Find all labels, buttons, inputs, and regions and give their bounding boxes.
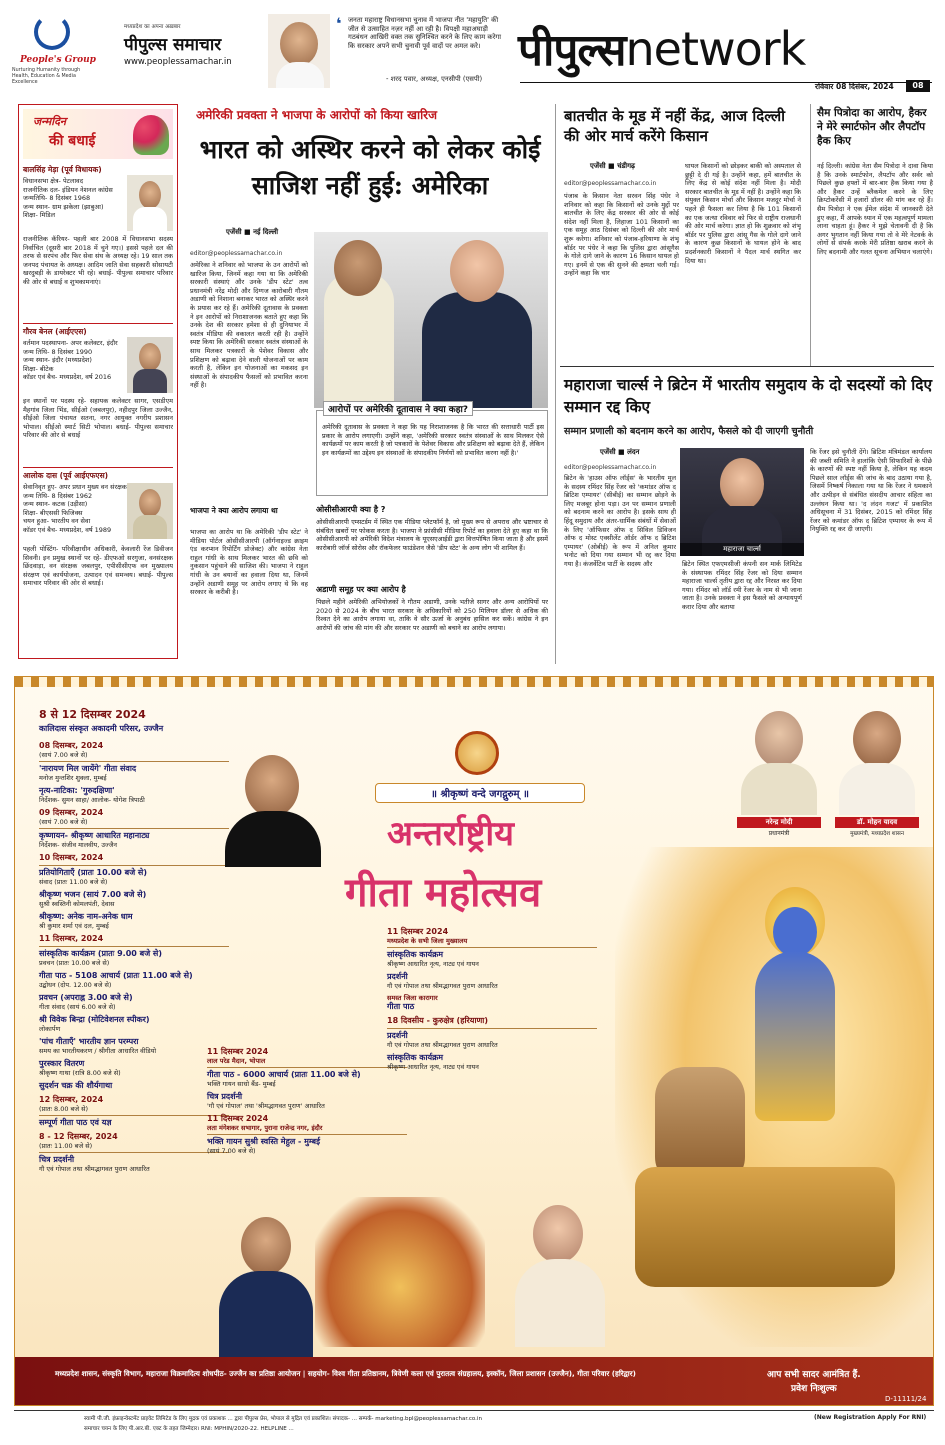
modi-portrait [737, 705, 821, 815]
person-3-bio: पहली पोस्टिंग- परिवीक्षाधीन अधिकारी, केवलारी रेंज डिवीजन सिवनी। इन प्रमुख स्थानों पर रहे- डीएफओ सरगुजा, वनसंरक्षक छिंदवाड़ा, वन संरक्षक जबलपुर, एपीसीसीएफ वन मुख्यालय संरक्षण एवं कार्ययोजना, उत्पादन एवं समन्वय। बधाई- पीपुल्स समाचार परिवार की ओर से बधाई। [23, 545, 173, 588]
pawar-quote: जनता महाराष्ट्र विधानसभा चुनाव में भाजपा नीत 'महायुति' की जीत से उत्साहित नज़र नहीं आ रही है। विपक्षी महाअघाड़ी गठबंधन आखिरी वक्त तक सुनिश्चित करने के लिए काम करेगा कि सरकार अपने सभी चुनावी पूर्व वादों पर अमल करे। [348, 16, 501, 50]
right-event [387, 1016, 597, 1049]
birthday-title-main: की बधाई [49, 133, 96, 149]
group-tagline: Nurturing Humanity through Health, Education & Media Excellence [12, 68, 81, 85]
right-event-venue: समस्त जिला कारागार [387, 994, 438, 1002]
leader-1-role: प्रधानमंत्री [768, 830, 790, 837]
pitroda-article [815, 104, 933, 366]
left-event [39, 1037, 229, 1055]
left-divider [39, 1115, 229, 1116]
ad-top-venue: कालिदास संस्कृत अकादमी परिसर, उज्जैन [39, 724, 164, 733]
person-1-name: बालसिंह मेड़ा (पूर्व विधायक) [23, 165, 102, 174]
left-event [39, 912, 229, 930]
right-event [387, 927, 597, 968]
ad-footer-bar [15, 1357, 934, 1406]
paper-small-tag: मध्यप्रदेश का अपना अख़बार [124, 24, 181, 30]
left-event [39, 808, 229, 849]
birthday-column [18, 104, 178, 659]
us-body: अमेरिका ने शनिवार को भाजपा के उन आरोपों को खारिज किया, जिनमें कहा गया था कि अमेरिकी सरकारी संस्थाएं और उनके 'डीप स्टेट' तत्व प्रधानमंत्री नरेंद्र मोदी और दिग्गज कारोबारी गौतम अडाणी को निशाना बनाकर भारत को अस्थिर करने के प्रयास कर रहे हैं। अमेरिकी दूतावास के प्रवक्ता ने इन आरोपों को निराशाजनक बताते हुए कहा कि उनके देश की सरकार हमेशा से ही दुनियाभर में स्वतंत्र मीडिया की वकालत करती रही है। उन्होंने स्पष्ट किया कि अमेरिकी सरकार स्वतंत्र संस्थाओं के साथ मिलकर पत्रकारों के पेशेवर विकास और प्रशिक्षण को बढ़ावा देने वाली योजनाओं पर काम करती है, लेकिन इन योजनाओं का मकसद इन संस्थाओं के संपादकीय फैसलों को प्रभावित करना नहीं है। [190, 261, 308, 390]
right-event [387, 1053, 597, 1071]
leader-1-name: नरेन्द्र मोदी [737, 817, 821, 828]
left-event [39, 853, 229, 886]
mid-event [207, 1092, 407, 1110]
pitroda-body: नई दिल्ली। कांग्रेस नेता सैम पित्रोदा ने दावा किया है कि उनके स्मार्टफोन, लैपटॉप और सर्वर को पिछले कुछ हफ्तों में बार-बार हैक किया गया है और हैकर उन्हें ब्लैकमेल करने के लिए क्रिप्टोकरेंसी में हजारों डॉलर की मांग कर रहे हैं। सैम पित्रोदा ने एक ईमेल संदेश में जानकारी देते हुए कहा, मैं आपके ध्यान में एक महत्वपूर्ण मामला लाना चाहता हूं। हैकर ने मुझे चेतावनी दी है कि अगर भुगतान नहीं किया गया तो वे मेरे नेटवर्क के लोगों से संपर्क करके मेरी प्रतिष्ठा खराब करने के लिए बदनामी और गलत सूचना अभियान चलाएंगे। [817, 162, 933, 256]
left-event [39, 786, 229, 804]
us-article [186, 104, 552, 664]
ad-code: D-11111/24 [885, 1395, 927, 1403]
right-event-title: सांस्कृतिक कार्यक्रम [387, 950, 444, 959]
leader-2-name: डॉ. मोहन यादव [835, 817, 919, 828]
imprint-line-2: समाचार चयन के लिए पी.आर.बी. एक्ट के तहत जिम्मेदार। RNI: MPHIN/2020-22. HELPLINE ... [84, 1426, 294, 1432]
left-event-sub: संवाद (प्रातः 11.00 बजे से) [39, 878, 108, 886]
adani-sub: अडाणी समूह पर क्या आरोप है [316, 585, 406, 594]
network-en: network [625, 22, 806, 76]
mid-event-sub: 'गौ एवं गोपाल' तथा 'श्रीमद्भागवत पुराण' आधारित [207, 1102, 325, 1110]
farmers-headline: बातचीत के मूड में नहीं केंद्र, आज दिल्ली की ओर मार्च करेंगे किसान [564, 107, 786, 145]
person-3-details: सेवानिवृत हुए- अपर प्रधान मुख्य वन संरक्षक जन्म तिथि- 8 दिसंबर 1962 जन्म स्थान- कटक (उड़ीसा) शिक्षा- बीएससी फिजिक्स चयन हुआ- भारतीय वन सेवा कॉडर एवं बैच- मध्यप्रदेश, वर्ष 1989 [23, 483, 127, 534]
left-event-sub: प्रवचन (प्रातः 10.00 बजे से) [39, 959, 110, 967]
charles-body: ब्रिटेन के 'हाउस ऑफ लॉर्ड्स' के भारतीय मूल के सदस्य रमिंदर सिंह रेंजर को 'कमांडर ऑफ द ब्रिटिश एम्पायर' (सीबीई) का सम्मान छोड़ने के लिए मजबूर होना पड़ा। उन पर सम्मान प्रणाली को बदनाम करने का आरोप है। इसके साथ ही हिंदू समुदाय और अंतर-धार्मिक संबंधों में सेवाओं के लिए 'ऑफिसर ऑफ द सिविल डिविजन ऑफ द मोस्ट एक्सीलेंट ऑर्डर ऑफ द ब्रिटिश एम्पायर' (ओबीई) के रूप में अनिल कुमार भनोट को दिया गया सम्मान भी रद्द कर दिया गया है। कंजर्वेटिव पार्टी के सदस्य और [564, 474, 676, 568]
mohan-yadav-portrait [835, 705, 919, 815]
ad-top-date: 8 से 12 दिसम्बर 2024 [39, 708, 146, 721]
right-divider [387, 1028, 597, 1029]
left-event-title: गीता पाठ - 5108 आचार्य (प्रातः 11.00 बजे से) [39, 971, 193, 980]
left-event-title: सांस्कृतिक कार्यक्रम (प्रातः 9.00 बजे से) [39, 949, 162, 958]
left-event-date: 08 दिसम्बर, 2024 [39, 741, 104, 750]
person-2-name: गौरव बेनल (आईएएस) [23, 327, 87, 336]
right-event [387, 972, 597, 990]
left-event [39, 1015, 229, 1033]
mid-event-venue: लता मंगेशकर सभागार, पुराना राजेन्द्र नगर, इंदौर [207, 1124, 323, 1132]
left-event-sub: श्रीकृष्ण गाथा (रात्रि 8.00 बजे से) [39, 1069, 121, 1077]
left-event-sub: निर्देशक- संजीव मालवीय, उज्जैन [39, 841, 118, 849]
left-event-title: नृत्य-नाटिका: 'गुरुदक्षिणा' [39, 786, 115, 795]
right-schedule [387, 927, 597, 1075]
charles-headline: महाराजा चार्ल्स ने ब्रिटेन में भारतीय समुदाय के दो सदस्यों को दिए सम्मान रद्द किए [564, 375, 933, 416]
birthday-banner [23, 109, 173, 159]
charles-body-2: ब्रिटेन स्थित एफएमसीजी कंपनी सन मार्क लिमिटेड के संस्थापक रमिंदर सिंह रेंजर को दिया सम्मान महाराजा चार्ल्स तृतीय द्वारा रद्द और निरस्त कर दिया गया। रमिंदर को लॉर्ड रमी रेंजर के नाम से भी जाना जाता है। उनके प्रवक्ता ने इस फैसले को अन्यायपूर्ण करार दिया और बताया [682, 560, 802, 611]
ad-footer-text: मध्यप्रदेश शासन, संस्कृति विभाग, महाराजा विक्रमादित्य शोधपीठ- उज्जैन का प्रतिष्ठा आयोजन | सहयोग- विश्व गीता प्रतिष्ठानम, त्रिवेणी कला एवं पुरातत्व संग्रहालय, इस्कॉन, जिला प्रशासन (उज्जैन), गीता परिवार (हरिद्वार) [55, 1369, 636, 1378]
mid-event-date: 11 दिसम्बर 2024 [207, 1047, 269, 1056]
left-event-time: (सायं 7.00 बजे से) [39, 751, 88, 759]
imprint-line-1: स्वामी पी.जी. इंफ्राइन्वेस्टमेंट प्राइवेट लिमिटेड के लिए मुद्रक एवं प्रकाशक ... द्वारा पीपुल्स प्रेस, भोपाल से मुद्रित एवं प्रकाशित। संपादक- ... सम्पर्क- marketing.bpl@peoplessamachar.co.in [84, 1416, 482, 1422]
mid-event-title: गीता पाठ - 6000 आचार्य (प्रातः 11.00 बजे से) [207, 1070, 361, 1079]
farmers-dateline: एजेंसी ■ चंडीगढ़ [590, 162, 635, 170]
page-number: 08 [906, 80, 930, 92]
left-event [39, 890, 229, 908]
right-event-sub: गौ एवं गोपाल तथा श्रीमद्भागवत पुराण आधारित [387, 982, 498, 990]
quote-author: - शरद पवार, अध्यक्ष, एनसीपी (एसपी) [386, 75, 483, 83]
us-body-2: भाजपा का आरोप था कि अमेरिकी 'डीप स्टेट' ने मीडिया पोर्टल ओसीसीआरपी (ऑर्गनाइज्ड क्राइम एंड करप्शन रिपोर्टिंग प्रोजेक्ट) और कांग्रेस नेता राहुल गांधी के साथ मिलकर भारत की छवि को नुकसान पहुंचाने की साजिश की। भाजपा ने राहुल गांधी के उन बयानों का हवाला दिया था, जिनमें उन्होंने अडाणी समूह पर आरोप लगाए थे कि वह सरकार के करीबी है। [190, 528, 308, 597]
right-event-title: गीता पाठ [387, 1002, 415, 1011]
left-event-title: पुरस्कार वितरण [39, 1059, 85, 1068]
adani-body: पिछले महीने अमेरिकी अभियोजकों ने गौतम अडाणी, उनके भतीजे सागर और अन्य आरोपियों पर 2020 से 2024 के बीच भारत सरकार के अधिकारियों को 250 मिलियन डॉलर से अधिक की रिश्वत देने का आरोप लगाया था, ताकि वे सौर ऊर्जा के अनुबंध हासिल कर सकें। कांग्रेस ने इन आरोपों की जांच की मांग की और सरकार पर अडाणी को बचाने का आरोप लगाया। [316, 598, 548, 632]
left-event-time: (प्रातः 11.00 बजे से) [39, 1142, 93, 1150]
left-event-date: 12 दिसम्बर, 2024 [39, 1095, 104, 1104]
left-event-sub: गौ एवं गोपाल तथा श्रीमद्भागवत पुराण आधारित [39, 1165, 150, 1173]
mid-event-sub: भक्ति गायन साधो बैंड- मुम्बई [207, 1080, 276, 1088]
mid-schedule [207, 1047, 407, 1159]
gita-mahotsav-ad [14, 676, 934, 1406]
mid-event-title: चित्र प्रदर्शनी [207, 1092, 243, 1101]
ad-title-2: गीता महोत्सव [345, 869, 542, 916]
mid-event [207, 1047, 407, 1088]
ad-invite: आप सभी सादर आमंत्रित हैं. [767, 1370, 861, 1380]
ad-entry-free: प्रवेश निःशुल्क [791, 1384, 837, 1394]
left-event-sub: उद्बोधन (दोप. 12.00 बजे से) [39, 981, 112, 989]
left-event [39, 971, 229, 989]
network-hindi: पीपुल्स [518, 25, 626, 76]
left-divider [39, 946, 229, 947]
mid-event-title: भक्ति गायन सुश्री स्वस्ति मेहुल - मुम्बई [207, 1137, 321, 1146]
right-event-sub: श्रीकृष्ण आधारित नृत्य, नाट्य एवं गायन [387, 960, 479, 968]
mid-event-sub: (सायं 7.00 बजे से) [207, 1147, 256, 1155]
us-sub-bjp: भाजपा ने क्या आरोप लगाया था [190, 506, 278, 515]
paper-name: पीपुल्स समाचार [124, 35, 222, 55]
mid-event-venue: लाल परेड मैदान, भोपाल [207, 1057, 266, 1065]
right-event-title: प्रदर्शनी [387, 972, 408, 981]
mp-government-emblem [455, 731, 499, 775]
embassy-box [316, 405, 548, 496]
left-event [39, 1132, 229, 1173]
right-event-date: 11 दिसम्बर 2024 [387, 927, 449, 936]
king-charles-photo [680, 448, 804, 556]
left-event-time: (प्रातः 8.00 बजे से) [39, 1105, 89, 1113]
us-dateline: एजेंसी ■ नई दिल्ली [226, 228, 279, 236]
right-event-date: 18 दिवसीय - कुरुक्षेत्र (हरियाणा) [387, 1016, 489, 1025]
vivek-bindra-photo [211, 1207, 321, 1357]
masthead [0, 0, 945, 100]
left-event-time: (सायं 7.00 बजे से) [39, 818, 88, 826]
left-event-sub: श्री कुमार शर्मा एवं दल, मुम्बई [39, 922, 109, 930]
dateline: रविवार 08 दिसंबर, 2024 [815, 82, 894, 91]
right-event-sub: गौ एवं गोपाल तथा श्रीमद्भागवत पुराण आधारित [387, 1041, 498, 1049]
left-event-sub: निर्देशक- सुमन साहा/ आलोक- योगेश त्रिपाठी [39, 796, 145, 804]
charles-article [560, 370, 934, 664]
left-event-sub: समय का भारतीयकरण / श्रीगीता आधारित वीडियो [39, 1047, 157, 1055]
charles-email[interactable]: editor@peoplessamachar.co.in [564, 464, 657, 471]
dancers-photo [315, 1197, 485, 1347]
left-event [39, 741, 229, 782]
left-event [39, 1059, 229, 1077]
left-event-title: सुदर्शन चक्र की शौर्यगाथा [39, 1081, 113, 1090]
embassy-box-title: आरोपों पर अमेरिकी दूतावास ने क्या कहा? [323, 401, 473, 416]
left-event-sub: सुश्री स्वस्तिनी कोमलपंती, देवास [39, 900, 115, 908]
left-event-title: प्रतियोगिताएँ (प्रातः 10.00 बजे से) [39, 868, 147, 877]
left-event-sub: गीता संवाद (सायं 6.00 बजे से) [39, 1003, 116, 1011]
imprint-registration: (New Registration Apply For RNI) [814, 1414, 927, 1421]
left-event [39, 993, 229, 1011]
occrp-body: ओसीसीआरपी एम्सटर्डम में स्थित एक मीडिया प्लेटफॉर्म है, जो मुख्य रूप से अपराध और भ्रष्टाचार से संबंधित खबरों पर फोकस करता है। भाजपा ने फ्रांसीसी मीडिया रिपोर्ट का हवाला देते हुए कहा था कि ओसीसीआरपी को अमेरिकी विदेश मंत्रालय के यूएसएआईडी द्वारा वित्तपोषित किया जाता है और इसमें कारोबारी जॉर्ज सोरोस और रॉकफेलर फाउंडेशन जैसे 'डीप स्टेट' के अन्य लोग भी शामिल हैं। [316, 518, 548, 552]
left-event-title: कृष्णायन- श्रीकृष्ण आधारित महानाट्य [39, 831, 150, 840]
king-charles-caption: महाराजा चार्ल्स [680, 543, 804, 556]
quote-mark-icon: ❛ [336, 14, 342, 33]
left-event-title: श्रीकृष्ण: अनेक नाम-अनेक धाम [39, 912, 133, 921]
us-kicker: अमेरिकी प्रवक्ता ने भाजपा के आरोपों को किया खारिज [196, 108, 437, 122]
singer-photo [505, 1197, 615, 1347]
left-divider [39, 1152, 229, 1153]
left-event [39, 1081, 229, 1091]
right-divider [387, 947, 597, 948]
left-schedule [39, 741, 229, 1177]
person-1-bio: राजनीतिक कॅरियर- पहली बार 2008 में विधानसभा सदस्य निर्वाचित (दूसरी बार 2018 में चुने गए।) इससे पहले दल की तरफ से सरपंच और फिर सेवा संघ के अध्यक्ष रहे। 19 साल तक जनपद पंचायत के अध्यक्ष। आदिम जाति सेवा सहकारी सोसायटी खरदुबड़ी के डायरेक्टर भी रहे। बधाई- पीपुल्स समाचार परिवार की ओर से बधाई व शुभकामनाएं। [23, 235, 173, 286]
left-divider [39, 865, 229, 866]
embassy-box-body: अमेरिकी दूतावास के प्रवक्ता ने कहा कि यह निराशाजनक है कि भारत की सत्ताधारी पार्टी इस प्रकार के आरोप लगाएगी। उन्होंने कहा, 'अमेरिकी सरकार स्वतंत्र संस्थाओं के साथ मिलकर ऐसे कार्यक्रमों पर काम करती है जो पत्रकारों के पेशेवर विकास और प्रशिक्षण को बढ़ावा देते हैं, लेकिन इन कार्यक्रमों का उद्देश्य इन संस्थाओं के संपादकीय निर्णयों को प्रभावित करना नहीं है।' [322, 423, 544, 457]
pitroda-headline: सैम पित्रोदा का आरोप, हैकर ने मेरे स्मार्टफोन और लैपटॉप हैक किए [817, 107, 927, 147]
website[interactable]: www.peoplessamachar.in [124, 57, 232, 67]
mid-event [207, 1114, 407, 1155]
network-title [518, 18, 805, 78]
left-event-sub: मनोज मुन्तशिर शुक्ला, मुम्बई [39, 774, 107, 782]
birthday-title-top: जन्मदिन [33, 115, 67, 128]
left-divider [39, 828, 229, 829]
mid-divider [207, 1134, 407, 1135]
occrp-sub: ओसीसीआरपी क्या है ? [316, 505, 386, 514]
person-1-photo [127, 175, 173, 231]
person-3-name: आलोक दास (पूर्व आईएफएस) [23, 471, 109, 480]
peoples-group-logo [34, 14, 70, 50]
us-email[interactable]: editor@peoplessamachar.co.in [190, 250, 283, 257]
modi-biden-photo [314, 232, 548, 408]
left-event-title: प्रवचन (अपराह्न 3.00 बजे से) [39, 993, 133, 1002]
person-3-photo [127, 483, 173, 539]
person-2-details: वर्तमान पदस्थापना- अपर कलेक्टर, इंदौर जन्म तिथि- 8 दिसंबर 1990 जन्म स्थान- इंदौर (मध्यप्रदेश) शिक्षा- बीटेक कॉडर एवं बैच- मध्यप्रदेश, वर्ष 2016 [23, 339, 118, 382]
left-event-date: 11 दिसम्बर, 2024 [39, 934, 104, 943]
ad-title-1: अन्तर्राष्ट्रीय [387, 814, 514, 854]
right-event-sub: श्रीकृष्ण आधारित नृत्य, नाट्य एवं गायन [387, 1063, 479, 1071]
person-1-details: विधानसभा क्षेत्र- पेटलावद राजनीतिक दल- इंडियन नेशनल कांग्रेस जन्मतिथि- 8 दिसंबर 1968 जन्म स्थान- ग्राम झकेला (झाबुआ) शिक्षा- मिडिल [23, 177, 113, 220]
left-event-title: श्री विवेक बिन्द्रा (मोटिवेशनल स्पीकर) [39, 1015, 150, 1024]
left-event [39, 934, 229, 967]
left-event-date: 10 दिसम्बर, 2024 [39, 853, 104, 862]
person-2-photo [127, 337, 173, 393]
left-event-title: श्रीकृष्ण भजन (सायं 7.00 बजे से) [39, 890, 147, 899]
mid-divider [207, 1067, 407, 1068]
left-event-title: सम्पूर्ण गीता पाठ एवं यज्ञ [39, 1118, 112, 1127]
left-event [39, 1095, 229, 1128]
left-event-date: 09 दिसम्बर, 2024 [39, 808, 104, 817]
charles-body-3: कि रेंजर इसे चुनौती देंगे। ब्रिटिश मंत्रिमंडल कार्यालय की जब्ती समिति ने हालांकि ऐसी सिफारिशों के पीछे के कारणों की स्पष्ट नहीं किया है, लेकिन यह कदम पिछले साल लॉर्ड्स की जांच के बाद उठाया गया है, जिसमें निष्कर्ष निकाला गया था कि रेंजर ने धमकाने और उत्पीड़न से संबंधित संसदीय आचार संहिता का उल्लंघन किया था। 'द लंदन गजट' में प्रकाशित अधिसूचना में 31 दिसंबर, 2015 को रमिंदर सिंह रेंजर को कमांडर ऑफ द ब्रिटिश एम्पायर के रूप में नियुक्ति रद्द कर दी जाएगी। [810, 448, 932, 534]
right-event [387, 994, 597, 1012]
person-2-bio: इन स्थानों पर पदस्थ रहे- सहायक कलेक्टर सागर, एसडीएम मैहगांव जिला भिंड, सीईओ (जबलपुर), नहीदपुर जिला उज्जैन, सीईओ जिला पंचायत सतना, नगर आयुक्त नगरीय प्रशासन भोपाल। सीईओ स्मार्ट सिटी भोपाल। बधाई- पीपुल्स समाचार परिवार की ओर से बधाई [23, 397, 173, 440]
farmers-email[interactable]: editor@peoplessamachar.co.in [564, 180, 657, 187]
right-event-title: प्रदर्शनी [387, 1031, 408, 1040]
farmers-article [560, 104, 805, 364]
peoples-group-name: People's Group [20, 55, 96, 65]
left-event-title: 'पांच गीताएँ' भारतीय ज्ञान परम्परा [39, 1037, 139, 1046]
farmers-body: पंजाब के किसान नेता सरवन सिंह पंधेर ने शनिवार को कहा कि किसानों को उनके मुद्दों पर बातचीत के लिए केंद्र सरकार की ओर से कोई संदेश नहीं मिला है, लिहाजा 101 किसानों का एक समूह आठ दिसंबर को दिल्ली की ओर मार्च शुरू करेगा। शनिवार को पंजाब-हरियाणा के शंभू बॉर्डर पर पंधेर ने कहा कि पुलिस द्वारा आंसूगैस के गोले दागे जाने के कारण 16 किसान घायल हो गए। इनमें से एक की सुनने की क्षमता चली गई। उन्होंने कहा कि चार [564, 192, 679, 278]
sharad-pawar-photo [268, 14, 330, 88]
mid-event-date: 11 दिसम्बर 2024 [207, 1114, 269, 1123]
manoj-muntashir-photo [215, 747, 335, 867]
left-event-date: 8 - 12 दिसम्बर, 2024 [39, 1132, 118, 1141]
us-headline: भारत को अस्थिर करने को लेकर कोई साजिश नहीं हुई: अमेरिका [199, 135, 541, 200]
flower-bouquet-icon [133, 115, 169, 155]
leader-2-role: मुख्यमंत्री, मध्यप्रदेश शासन [850, 831, 904, 837]
left-event-title: चित्र प्रदर्शनी [39, 1155, 75, 1164]
ad-invocation: ॥ श्रीकृष्णं वन्दे जगद्गुरुम् ॥ [375, 783, 585, 803]
charles-dateline: एजेंसी ■ लंदन [600, 448, 640, 456]
imprint [14, 1410, 934, 1438]
left-event-sub: लोकार्पण [39, 1025, 61, 1033]
left-divider [39, 761, 229, 762]
krishna-arjuna-illustration [615, 847, 934, 1347]
right-event-venue: मध्यप्रदेश के सभी जिला मुख्यालय [387, 937, 468, 945]
charles-kicker: सम्मान प्रणाली को बदनाम करने का आरोप, फैसले को दी जाएगी चुनौती [564, 426, 814, 437]
farmers-body-2: घायल किसानों को छोड़कर बाकी को अस्पताल से छुट्टी दे दी गई है। उन्होंने कहा, हमें बातचीत के लिए केंद्र से कोई संदेश नहीं मिला है। मोदी सरकार बातचीत के मूड में नहीं है। उन्होंने कहा कि संयुक्त किसान मोर्चा और किसान मजदूर मोर्चा ने पहले ही फैसला कर लिया है कि 101 किसानों का एक जत्था रविवार को फिर से राष्ट्रीय राजधानी की ओर मार्च करेगा। ज्ञात हो कि शुक्रवार को शंभू बॉर्डर पर पुलिस द्वारा आंसू गैस के गोले दागे जाने के कारण कुछ किसानों के घायल होने के बाद प्रदर्शनकारी किसानों ने पैदल मार्च स्थगित कर दिया था। [685, 162, 801, 265]
right-event-title: सांस्कृतिक कार्यक्रम [387, 1053, 444, 1062]
left-event-title: 'नारायण मिल जायेंगे' गीता संवाद [39, 764, 137, 773]
